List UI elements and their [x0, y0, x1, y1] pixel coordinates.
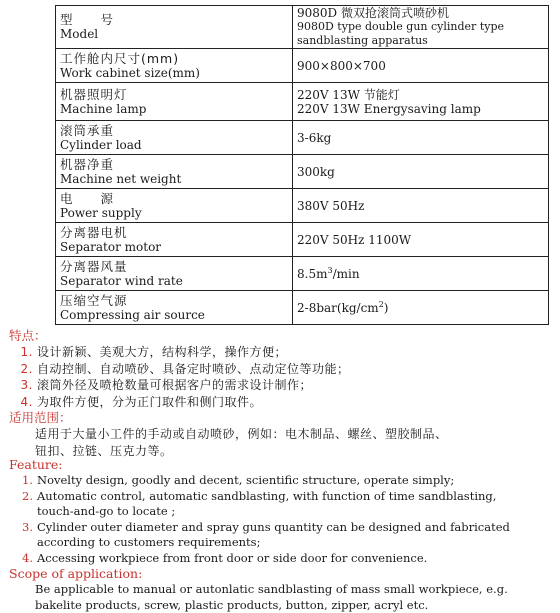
- spec-value-line: 220V 50Hz 1100W: [297, 233, 544, 247]
- feature-zh-item: [9, 344, 554, 361]
- spec-value-line: 900×800×700: [297, 59, 544, 73]
- scope-zh-line: 适用于大量小工件的手动或自动喷砂，例如：电木制品、螺丝、塑胶制品、: [9, 426, 554, 443]
- spec-row-separator-wind-rate: [56, 257, 549, 291]
- spec-value: [293, 291, 549, 325]
- item-text: Cylinder outer diameter and spray guns quantity can be designed and fabricated: [37, 520, 510, 534]
- scope-en-heading: Scope of application:: [9, 566, 554, 582]
- item-text: Automatic control, automatic sandblasting, with function of time sandblasting,: [37, 489, 496, 503]
- features-zh-section: [9, 328, 554, 459]
- spec-row-cylinder-load: [56, 121, 549, 155]
- spec-value-line: 380V 50Hz: [297, 199, 544, 213]
- spec-row-net-weight: [56, 155, 549, 189]
- value-superscript: 2: [379, 300, 384, 309]
- scope-en-line: Be applicable to manual or autonlatic sandblasting of mass small workpiece, e.g.: [9, 582, 554, 598]
- value-main: 8.5m: [297, 267, 327, 281]
- scope-zh-heading: 适用范围：: [9, 410, 554, 426]
- value-superscript: 3: [327, 266, 332, 275]
- item-text: Accessing workpiece from front door or side door for convenience.: [37, 551, 427, 565]
- item-text: 设计新颖、美观大方，结构科学，操作方便；: [37, 345, 287, 359]
- spec-label-en: Model: [60, 27, 288, 41]
- feature-en-item: [9, 520, 554, 536]
- scope-zh-line: 钮扣、拉链、压克力等。: [9, 443, 554, 460]
- features-en-heading: Feature:: [9, 457, 554, 473]
- feature-zh-item: [9, 361, 554, 378]
- value-tail: ): [384, 301, 389, 315]
- features-zh-heading: 特点：: [9, 328, 554, 344]
- spec-label: [56, 291, 293, 325]
- item-number: 3.: [21, 377, 33, 394]
- feature-en-continuation: according to customers requirements;: [9, 535, 554, 551]
- spec-label: [56, 155, 293, 189]
- item-text: 为取件方便，分为正门取件和侧门取件。: [37, 395, 262, 409]
- spec-value: [293, 83, 549, 121]
- spec-row-model: [56, 6, 549, 49]
- item-number: 2.: [22, 489, 33, 505]
- spec-label-zh: 滚筒承重: [60, 124, 288, 138]
- spec-value: [293, 257, 549, 291]
- features-en-section: [9, 457, 554, 613]
- spec-label-en: Separator motor: [60, 240, 288, 254]
- spec-row-air-source: [56, 291, 549, 325]
- spec-value-line: 220V 13W 节能灯: [297, 88, 544, 102]
- feature-zh-item: [9, 377, 554, 394]
- spec-value-line: 9080D 微双抢滚筒式喷砂机: [297, 6, 544, 20]
- spec-label-zh: 分离器电机: [60, 226, 288, 240]
- feature-en-item: [9, 551, 554, 567]
- spec-label: [56, 189, 293, 223]
- spec-label-en: Power supply: [60, 206, 288, 220]
- spec-value-line: 300kg: [297, 165, 544, 179]
- spec-row-separator-motor: [56, 223, 549, 257]
- feature-zh-item: [9, 394, 554, 411]
- spec-label: [56, 223, 293, 257]
- spec-label-en: Machine lamp: [60, 102, 288, 116]
- feature-en-item: [9, 489, 554, 505]
- spec-value-line: 3-6kg: [297, 131, 544, 145]
- spec-value: [293, 6, 549, 49]
- spec-label-zh: 压缩空气源: [60, 294, 288, 308]
- spec-label-zh: 分离器风量: [60, 260, 288, 274]
- item-number: 2.: [21, 361, 33, 378]
- spec-value: [293, 223, 549, 257]
- item-number: 3.: [22, 520, 33, 536]
- spec-label-zh: 机器净重: [60, 158, 288, 172]
- spec-value: [293, 49, 549, 83]
- feature-en-continuation: touch-and-go to locate ;: [9, 504, 554, 520]
- item-text: Novelty design, goodly and decent, scientific structure, operate simply;: [37, 473, 454, 487]
- spec-label: [56, 49, 293, 83]
- spec-value-line: [297, 301, 544, 315]
- spec-value: [293, 155, 549, 189]
- item-number: 4.: [21, 394, 33, 411]
- spec-value: [293, 189, 549, 223]
- value-tail: /min: [333, 267, 360, 281]
- spec-label: [56, 83, 293, 121]
- spec-value-line: 9080D type double gun cylinder type sandblasting apparatus: [297, 20, 544, 48]
- spec-row-lamp: [56, 83, 549, 121]
- spec-label-zh: 工作舱内尺寸(mm): [60, 52, 288, 66]
- item-number: 4.: [22, 551, 33, 567]
- feature-en-item: [9, 473, 554, 489]
- spec-label-en: Separator wind rate: [60, 274, 288, 288]
- item-number: 1.: [22, 473, 33, 489]
- spec-label: [56, 6, 293, 49]
- spec-label-en: Compressing air source: [60, 308, 288, 322]
- spec-label-zh: 型 号: [60, 13, 288, 27]
- value-main: 2-8bar(kg/cm: [297, 301, 379, 315]
- item-text: 滚筒外径及喷枪数量可根据客户的需求设计制作；: [37, 378, 312, 392]
- spec-label-en: Work cabinet size(mm): [60, 66, 288, 80]
- spec-value-line: 220V 13W Energysaving lamp: [297, 102, 544, 116]
- spec-label-en: Cylinder load: [60, 138, 288, 152]
- spec-label-en: Machine net weight: [60, 172, 288, 186]
- spec-value-line: [297, 267, 544, 281]
- item-number: 1.: [21, 344, 33, 361]
- spec-label-zh: 机器照明灯: [60, 88, 288, 102]
- spec-label: [56, 121, 293, 155]
- spec-row-cabinet-size: [56, 49, 549, 83]
- item-text: 自动控制、自动喷砂、具备定时喷砂、点动定位等功能；: [37, 362, 350, 376]
- spec-label: [56, 257, 293, 291]
- spec-value: [293, 121, 549, 155]
- scope-en-line: bakelite products, screw, plastic products, button, zipper, acryl etc.: [9, 598, 554, 613]
- spec-label-zh: 电 源: [60, 192, 288, 206]
- spec-row-power-supply: [56, 189, 549, 223]
- spec-table: [55, 5, 549, 325]
